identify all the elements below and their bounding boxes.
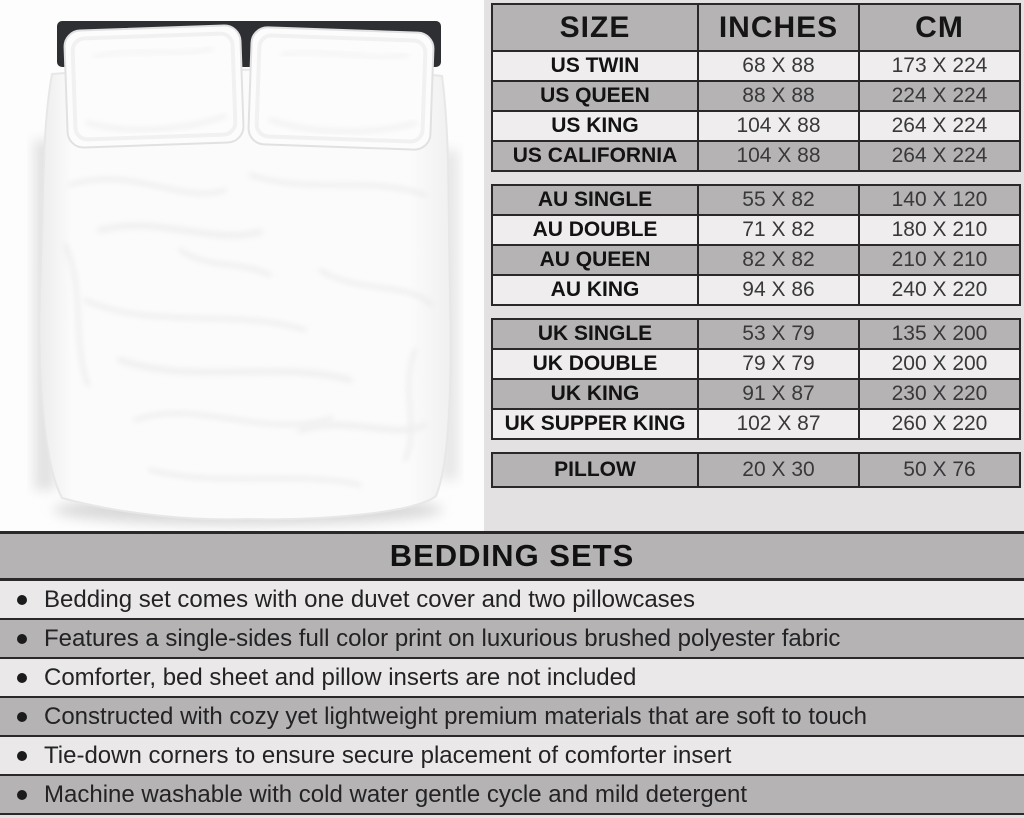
header-cm: CM bbox=[915, 10, 964, 44]
size-cell: UK DOUBLE bbox=[493, 350, 699, 378]
bullet-icon bbox=[17, 751, 27, 761]
table-row bbox=[493, 378, 1019, 408]
bedding-sets-title: BEDDING SETS bbox=[0, 531, 1024, 581]
inches-cell: 53 X 79 bbox=[699, 320, 860, 348]
list-item bbox=[0, 776, 1024, 815]
size-cell: UK SINGLE bbox=[493, 320, 699, 348]
bedding-sets-section bbox=[0, 531, 1024, 815]
table-section-pillow bbox=[491, 452, 1021, 488]
bullet-icon bbox=[17, 712, 27, 722]
table-header-row bbox=[493, 5, 1019, 50]
size-cell: AU QUEEN bbox=[493, 246, 699, 274]
cm-cell: 240 X 220 bbox=[891, 278, 988, 301]
inches-cell: 68 X 88 bbox=[699, 52, 860, 80]
table-row bbox=[493, 80, 1019, 110]
bullet-icon bbox=[17, 634, 27, 644]
cm-cell: 140 X 120 bbox=[891, 188, 988, 211]
size-cell: AU DOUBLE bbox=[493, 216, 699, 244]
size-cell: US CALIFORNIA bbox=[493, 142, 699, 170]
list-item bbox=[0, 698, 1024, 737]
header-inches: INCHES bbox=[699, 5, 860, 50]
size-cell: AU KING bbox=[493, 276, 699, 304]
list-item-text: Machine washable with cold water gentle cycle and mild detergent bbox=[44, 780, 748, 808]
inches-cell: 79 X 79 bbox=[699, 350, 860, 378]
cm-cell: 264 X 224 bbox=[891, 144, 988, 167]
table-row bbox=[493, 140, 1019, 170]
list-item bbox=[0, 581, 1024, 620]
size-table bbox=[491, 0, 1021, 500]
bullet-icon bbox=[17, 790, 27, 800]
bed-illustration bbox=[0, 0, 484, 531]
size-cell: AU SINGLE bbox=[493, 186, 699, 214]
inches-cell: 88 X 88 bbox=[699, 82, 860, 110]
list-item-text: Comforter, bed sheet and pillow inserts are not included bbox=[44, 663, 637, 691]
table-row bbox=[493, 348, 1019, 378]
inches-cell: 20 X 30 bbox=[699, 454, 860, 486]
table-row bbox=[493, 186, 1019, 214]
inches-cell: 91 X 87 bbox=[699, 380, 860, 408]
size-cell: US QUEEN bbox=[493, 82, 699, 110]
inches-cell: 55 X 82 bbox=[699, 186, 860, 214]
pillow-right bbox=[248, 27, 434, 150]
cm-cell: 230 X 220 bbox=[891, 382, 988, 405]
bed-photo bbox=[0, 0, 484, 531]
size-cell: UK SUPPER KING bbox=[493, 410, 699, 438]
cm-cell: 180 X 210 bbox=[891, 218, 988, 241]
table-row bbox=[493, 320, 1019, 348]
size-cell: PILLOW bbox=[493, 454, 699, 486]
inches-cell: 104 X 88 bbox=[699, 142, 860, 170]
cm-cell: 135 X 200 bbox=[891, 322, 988, 345]
cm-cell: 264 X 224 bbox=[891, 114, 988, 137]
table-row bbox=[493, 408, 1019, 438]
list-item-text: Features a single-sides full color print on luxurious brushed polyester fabric bbox=[44, 624, 841, 652]
table-row bbox=[493, 244, 1019, 274]
list-item bbox=[0, 620, 1024, 659]
list-item-text: Constructed with cozy yet lightweight premium materials that are soft to touch bbox=[44, 702, 868, 730]
table-row bbox=[493, 214, 1019, 244]
cm-cell: 224 X 224 bbox=[891, 84, 988, 107]
list-item bbox=[0, 659, 1024, 698]
cm-cell: 260 X 220 bbox=[891, 412, 988, 435]
size-cell: UK KING bbox=[493, 380, 699, 408]
table-row bbox=[493, 274, 1019, 304]
bedding-sets-list bbox=[0, 581, 1024, 815]
inches-cell: 71 X 82 bbox=[699, 216, 860, 244]
table-section-uk bbox=[491, 318, 1021, 440]
cm-cell: 200 X 200 bbox=[891, 352, 988, 375]
pillow-left bbox=[64, 25, 244, 148]
bullet-icon bbox=[17, 673, 27, 683]
list-item bbox=[0, 737, 1024, 776]
cm-cell: 173 X 224 bbox=[891, 54, 988, 77]
inches-cell: 82 X 82 bbox=[699, 246, 860, 274]
list-item-text: Tie-down corners to ensure secure placement of comforter insert bbox=[44, 741, 732, 769]
bullet-icon bbox=[17, 595, 27, 605]
inches-cell: 94 X 86 bbox=[699, 276, 860, 304]
header-size: SIZE bbox=[493, 5, 699, 50]
list-item-text: Bedding set comes with one duvet cover and two pillowcases bbox=[44, 585, 696, 613]
size-cell: US TWIN bbox=[493, 52, 699, 80]
inches-cell: 102 X 87 bbox=[699, 410, 860, 438]
size-cell: US KING bbox=[493, 112, 699, 140]
cm-cell: 210 X 210 bbox=[891, 248, 988, 271]
cm-cell: 50 X 76 bbox=[903, 458, 976, 481]
inches-cell: 104 X 88 bbox=[699, 112, 860, 140]
table-row bbox=[493, 110, 1019, 140]
table-row bbox=[493, 454, 1019, 486]
table-row bbox=[493, 50, 1019, 80]
table-section-us bbox=[491, 3, 1021, 172]
table-section-au bbox=[491, 184, 1021, 306]
